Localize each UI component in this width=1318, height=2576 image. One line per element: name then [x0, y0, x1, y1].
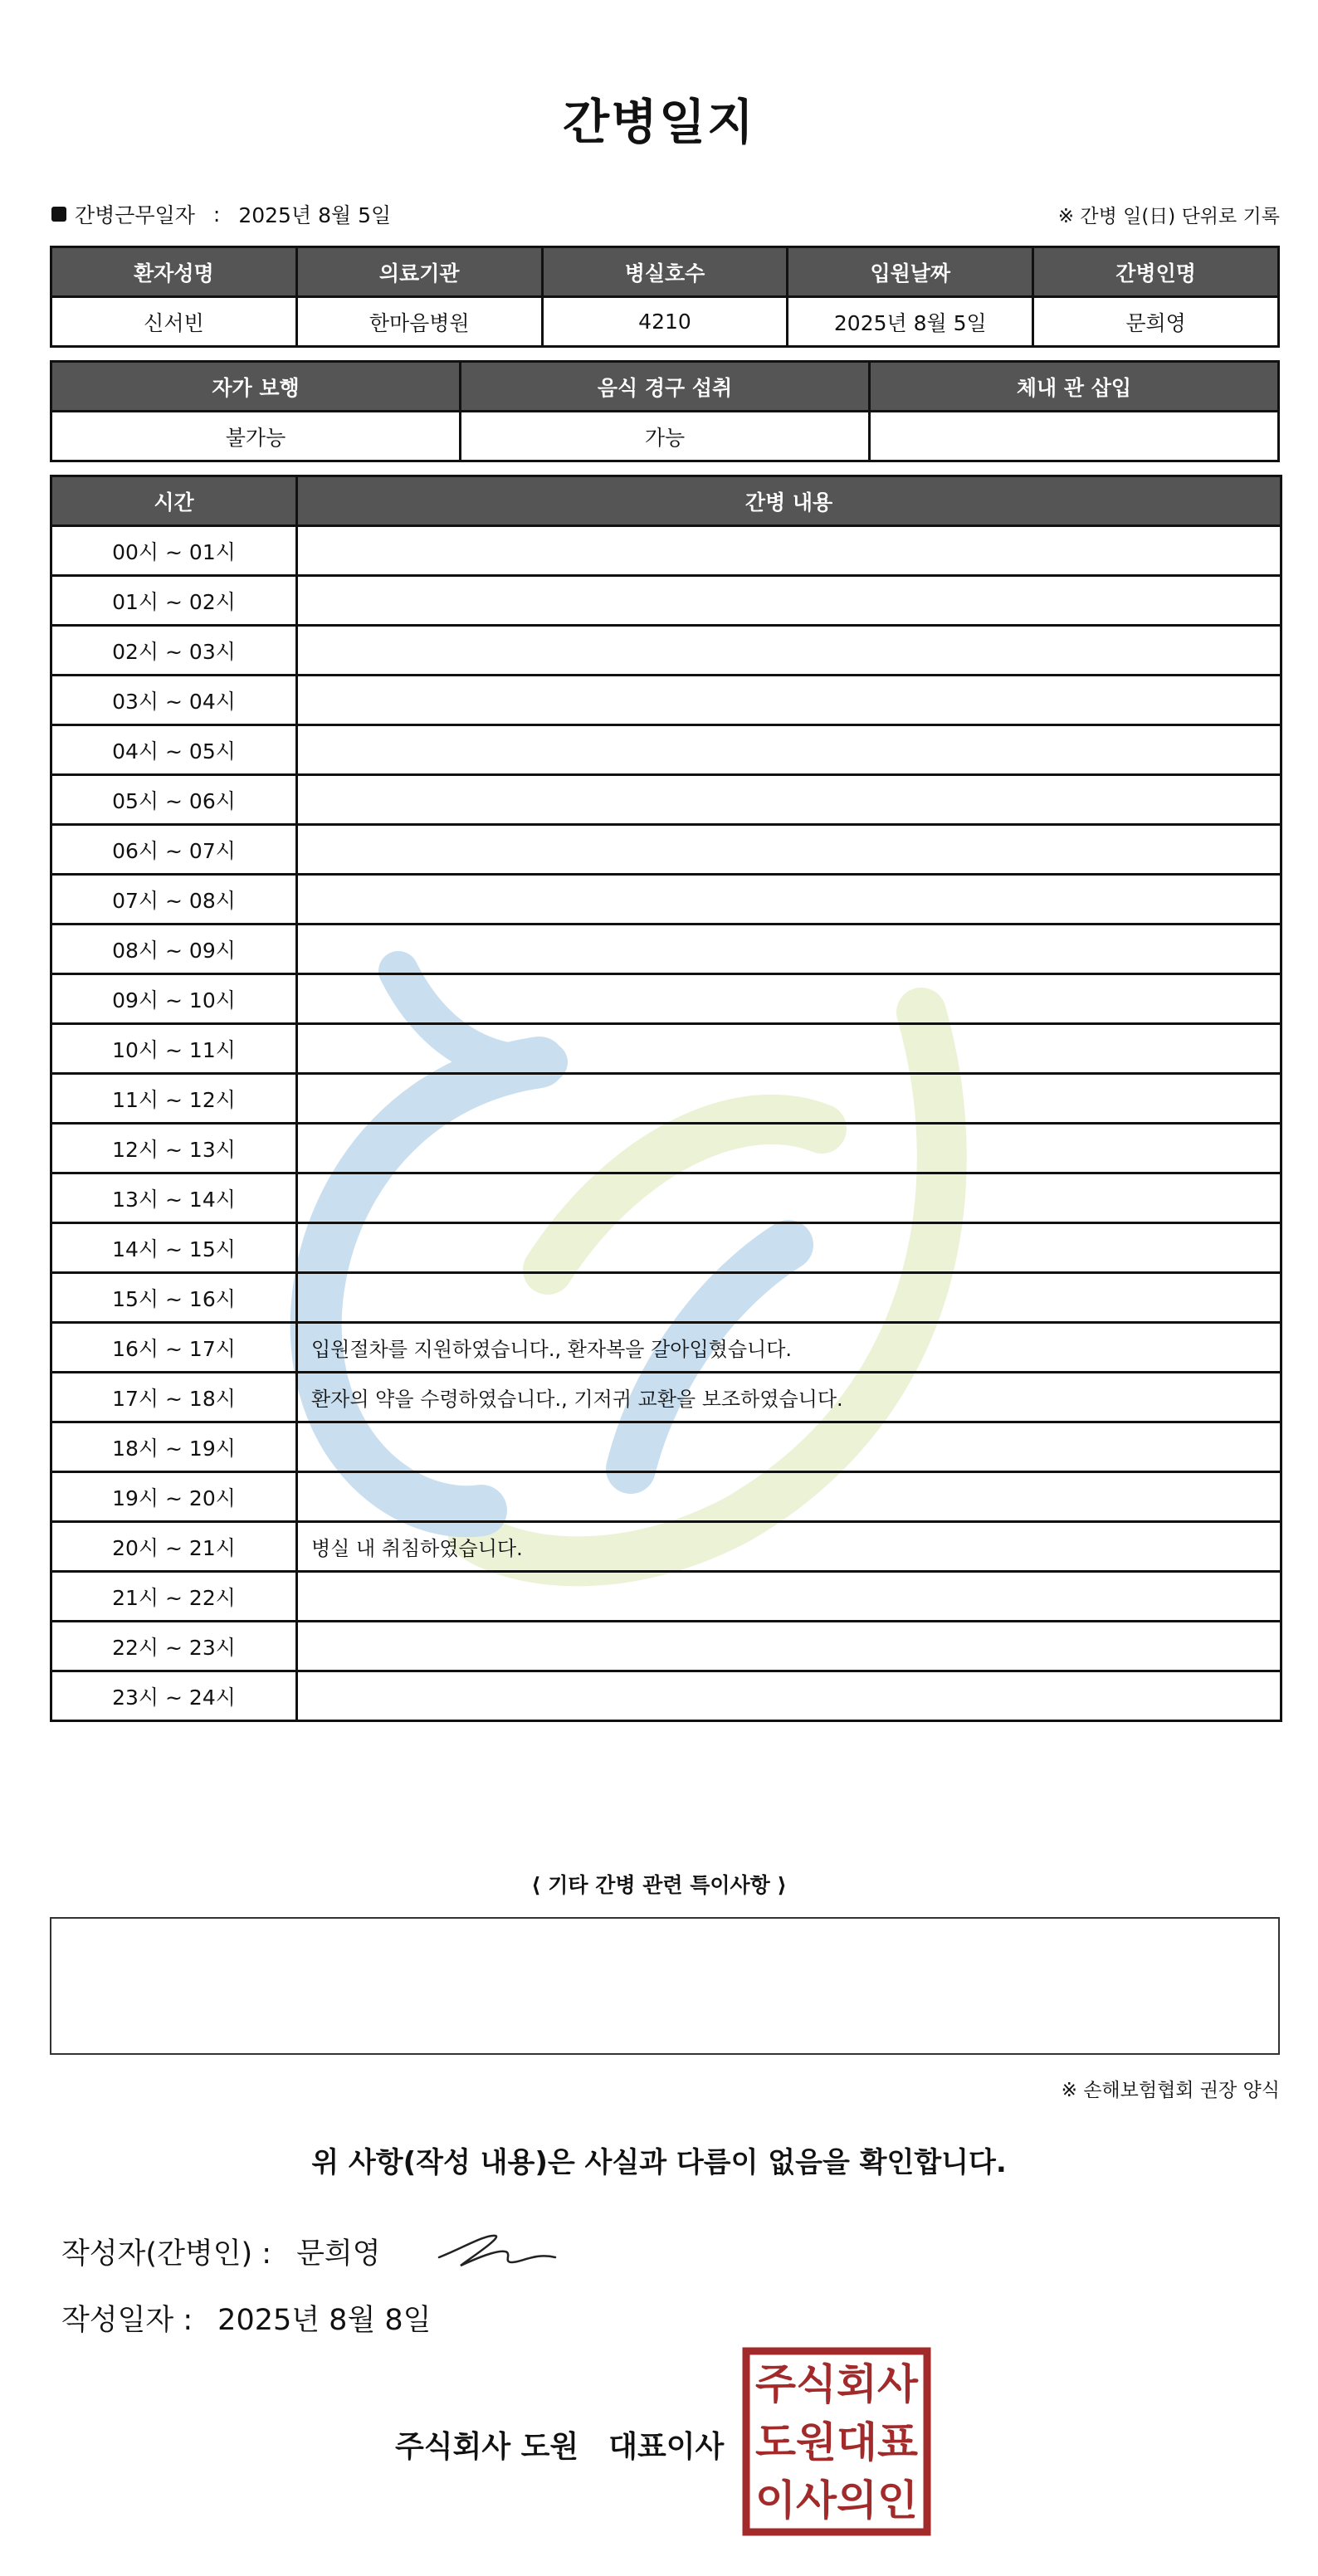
log-time: 02시 ~ 03시 [51, 626, 297, 676]
header-care-content: 간병 내용 [297, 476, 1281, 526]
log-time: 16시 ~ 17시 [51, 1323, 297, 1373]
log-time: 13시 ~ 14시 [51, 1173, 297, 1223]
log-time: 09시 ~ 10시 [51, 974, 297, 1024]
document-title: 간병일지 [562, 94, 756, 150]
company-name: 주식회사 도원 [395, 2430, 579, 2464]
representative-title: 대표이사 [608, 2430, 725, 2464]
log-row [51, 1422, 1281, 1472]
log-time: 18시 ~ 19시 [51, 1422, 297, 1472]
work-date-line [51, 199, 391, 229]
log-content [297, 1572, 1281, 1622]
room-number: 4210 [542, 297, 788, 347]
confirmation-statement: 위 사항(작성 내용)은 사실과 다름이 없음을 확인합니다. [311, 2146, 1007, 2179]
writer-label: 작성자(간병인) : [61, 2237, 272, 2271]
written-date-label: 작성일자 : [61, 2304, 193, 2337]
log-row [51, 1074, 1281, 1124]
patient-status-table [50, 360, 1280, 462]
log-content [297, 1671, 1281, 1721]
log-row [51, 725, 1281, 775]
work-date-separator: : [212, 202, 221, 227]
log-content [297, 676, 1281, 725]
seal-text-row: 도원대표 [755, 2418, 919, 2466]
log-row [51, 1323, 1281, 1373]
log-row [51, 925, 1281, 974]
log-content [297, 875, 1281, 925]
log-time: 20시 ~ 21시 [51, 1522, 297, 1572]
log-content: 입원절차를 지원하였습니다., 환자복을 갈아입혔습니다. [297, 1323, 1281, 1373]
log-content: 병실 내 취침하였습니다. [297, 1522, 1281, 1572]
log-content [297, 1173, 1281, 1223]
log-time: 21시 ~ 22시 [51, 1572, 297, 1622]
log-row [51, 676, 1281, 725]
header-room-number: 병실호수 [542, 247, 788, 297]
log-time: 19시 ~ 20시 [51, 1472, 297, 1522]
care-log-table [50, 475, 1282, 1722]
seal-text-row: 주식회사 [755, 2360, 919, 2408]
log-time: 15시 ~ 16시 [51, 1273, 297, 1323]
log-content [297, 1223, 1281, 1273]
header-institution: 의료기관 [296, 247, 542, 297]
log-content [297, 1074, 1281, 1124]
patient-name: 신서빈 [51, 297, 297, 347]
patient-info-table [50, 246, 1280, 348]
square-bullet-icon [51, 207, 66, 222]
log-row [51, 1671, 1281, 1721]
oral-intake-value: 가능 [461, 412, 870, 461]
log-time: 10시 ~ 11시 [51, 1024, 297, 1074]
log-row [51, 626, 1281, 676]
header-patient-name: 환자성명 [51, 247, 297, 297]
log-row [51, 1572, 1281, 1622]
log-content [297, 526, 1281, 576]
admission-date: 2025년 8월 5일 [788, 297, 1033, 347]
log-time: 23시 ~ 24시 [51, 1671, 297, 1721]
log-content [297, 974, 1281, 1024]
header-time: 시간 [51, 476, 297, 526]
header-admission-date: 입원날짜 [788, 247, 1033, 297]
log-time: 17시 ~ 18시 [51, 1373, 297, 1422]
seal-text-row: 이사의인 [755, 2476, 918, 2525]
log-content [297, 925, 1281, 974]
log-content [297, 725, 1281, 775]
log-row [51, 1223, 1281, 1273]
log-content [297, 1273, 1281, 1323]
log-time: 06시 ~ 07시 [51, 825, 297, 875]
remarks-title: ⟨ 기타 간병 관련 특이사항 ⟩ [531, 1873, 787, 1897]
log-content [297, 825, 1281, 875]
signature-image [436, 2224, 560, 2282]
log-row [51, 825, 1281, 875]
log-row [51, 576, 1281, 626]
log-content [297, 576, 1281, 626]
header-self-walking: 자가 보행 [51, 362, 461, 412]
log-time: 07시 ~ 08시 [51, 875, 297, 925]
log-time: 01시 ~ 02시 [51, 576, 297, 626]
work-date-value: 2025년 8월 5일 [238, 203, 392, 227]
log-content [297, 1124, 1281, 1173]
log-content [297, 1024, 1281, 1074]
log-time: 14시 ~ 15시 [51, 1223, 297, 1273]
log-content [297, 1422, 1281, 1472]
unit-note: ※ 간병 일(日) 단위로 기록 [1057, 206, 1280, 227]
log-row [51, 1373, 1281, 1422]
log-content [297, 775, 1281, 825]
written-date-value: 2025년 8월 8일 [217, 2304, 432, 2337]
log-row [51, 1173, 1281, 1223]
written-date-line [61, 2297, 431, 2339]
log-row [51, 775, 1281, 825]
log-time: 04시 ~ 05시 [51, 725, 297, 775]
writer-name: 문희영 [296, 2237, 381, 2271]
log-time: 08시 ~ 09시 [51, 925, 297, 974]
institution: 한마음병원 [296, 297, 542, 347]
log-row [51, 974, 1281, 1024]
association-note: ※ 손해보험협회 권장 양식 [1061, 2080, 1280, 2101]
tube-insertion-value [870, 412, 1279, 461]
log-time: 05시 ~ 06시 [51, 775, 297, 825]
log-time: 12시 ~ 13시 [51, 1124, 297, 1173]
log-row [51, 1522, 1281, 1572]
log-content [297, 1622, 1281, 1671]
work-date-label: 간병근무일자 [75, 203, 195, 227]
company-seal [742, 2347, 931, 2536]
log-row [51, 526, 1281, 576]
log-time: 00시 ~ 01시 [51, 526, 297, 576]
log-content [297, 1472, 1281, 1522]
log-time: 11시 ~ 12시 [51, 1074, 297, 1124]
log-content [297, 626, 1281, 676]
log-row [51, 1273, 1281, 1323]
log-time: 22시 ~ 23시 [51, 1622, 297, 1671]
log-time: 03시 ~ 04시 [51, 676, 297, 725]
log-row [51, 1124, 1281, 1173]
writer-line [61, 2231, 381, 2272]
caregiver-name: 문희영 [1033, 297, 1279, 347]
self-walking-value: 불가능 [51, 412, 461, 461]
header-oral-intake: 음식 경구 섭취 [461, 362, 870, 412]
header-tube-insertion: 체내 관 삽입 [870, 362, 1279, 412]
log-row [51, 875, 1281, 925]
log-row [51, 1024, 1281, 1074]
company-line [395, 2423, 724, 2466]
log-content: 환자의 약을 수령하였습니다., 기저귀 교환을 보조하였습니다. [297, 1373, 1281, 1422]
remarks-box [50, 1917, 1280, 2055]
header-caregiver-name: 간병인명 [1033, 247, 1279, 297]
log-row [51, 1622, 1281, 1671]
log-row [51, 1472, 1281, 1522]
